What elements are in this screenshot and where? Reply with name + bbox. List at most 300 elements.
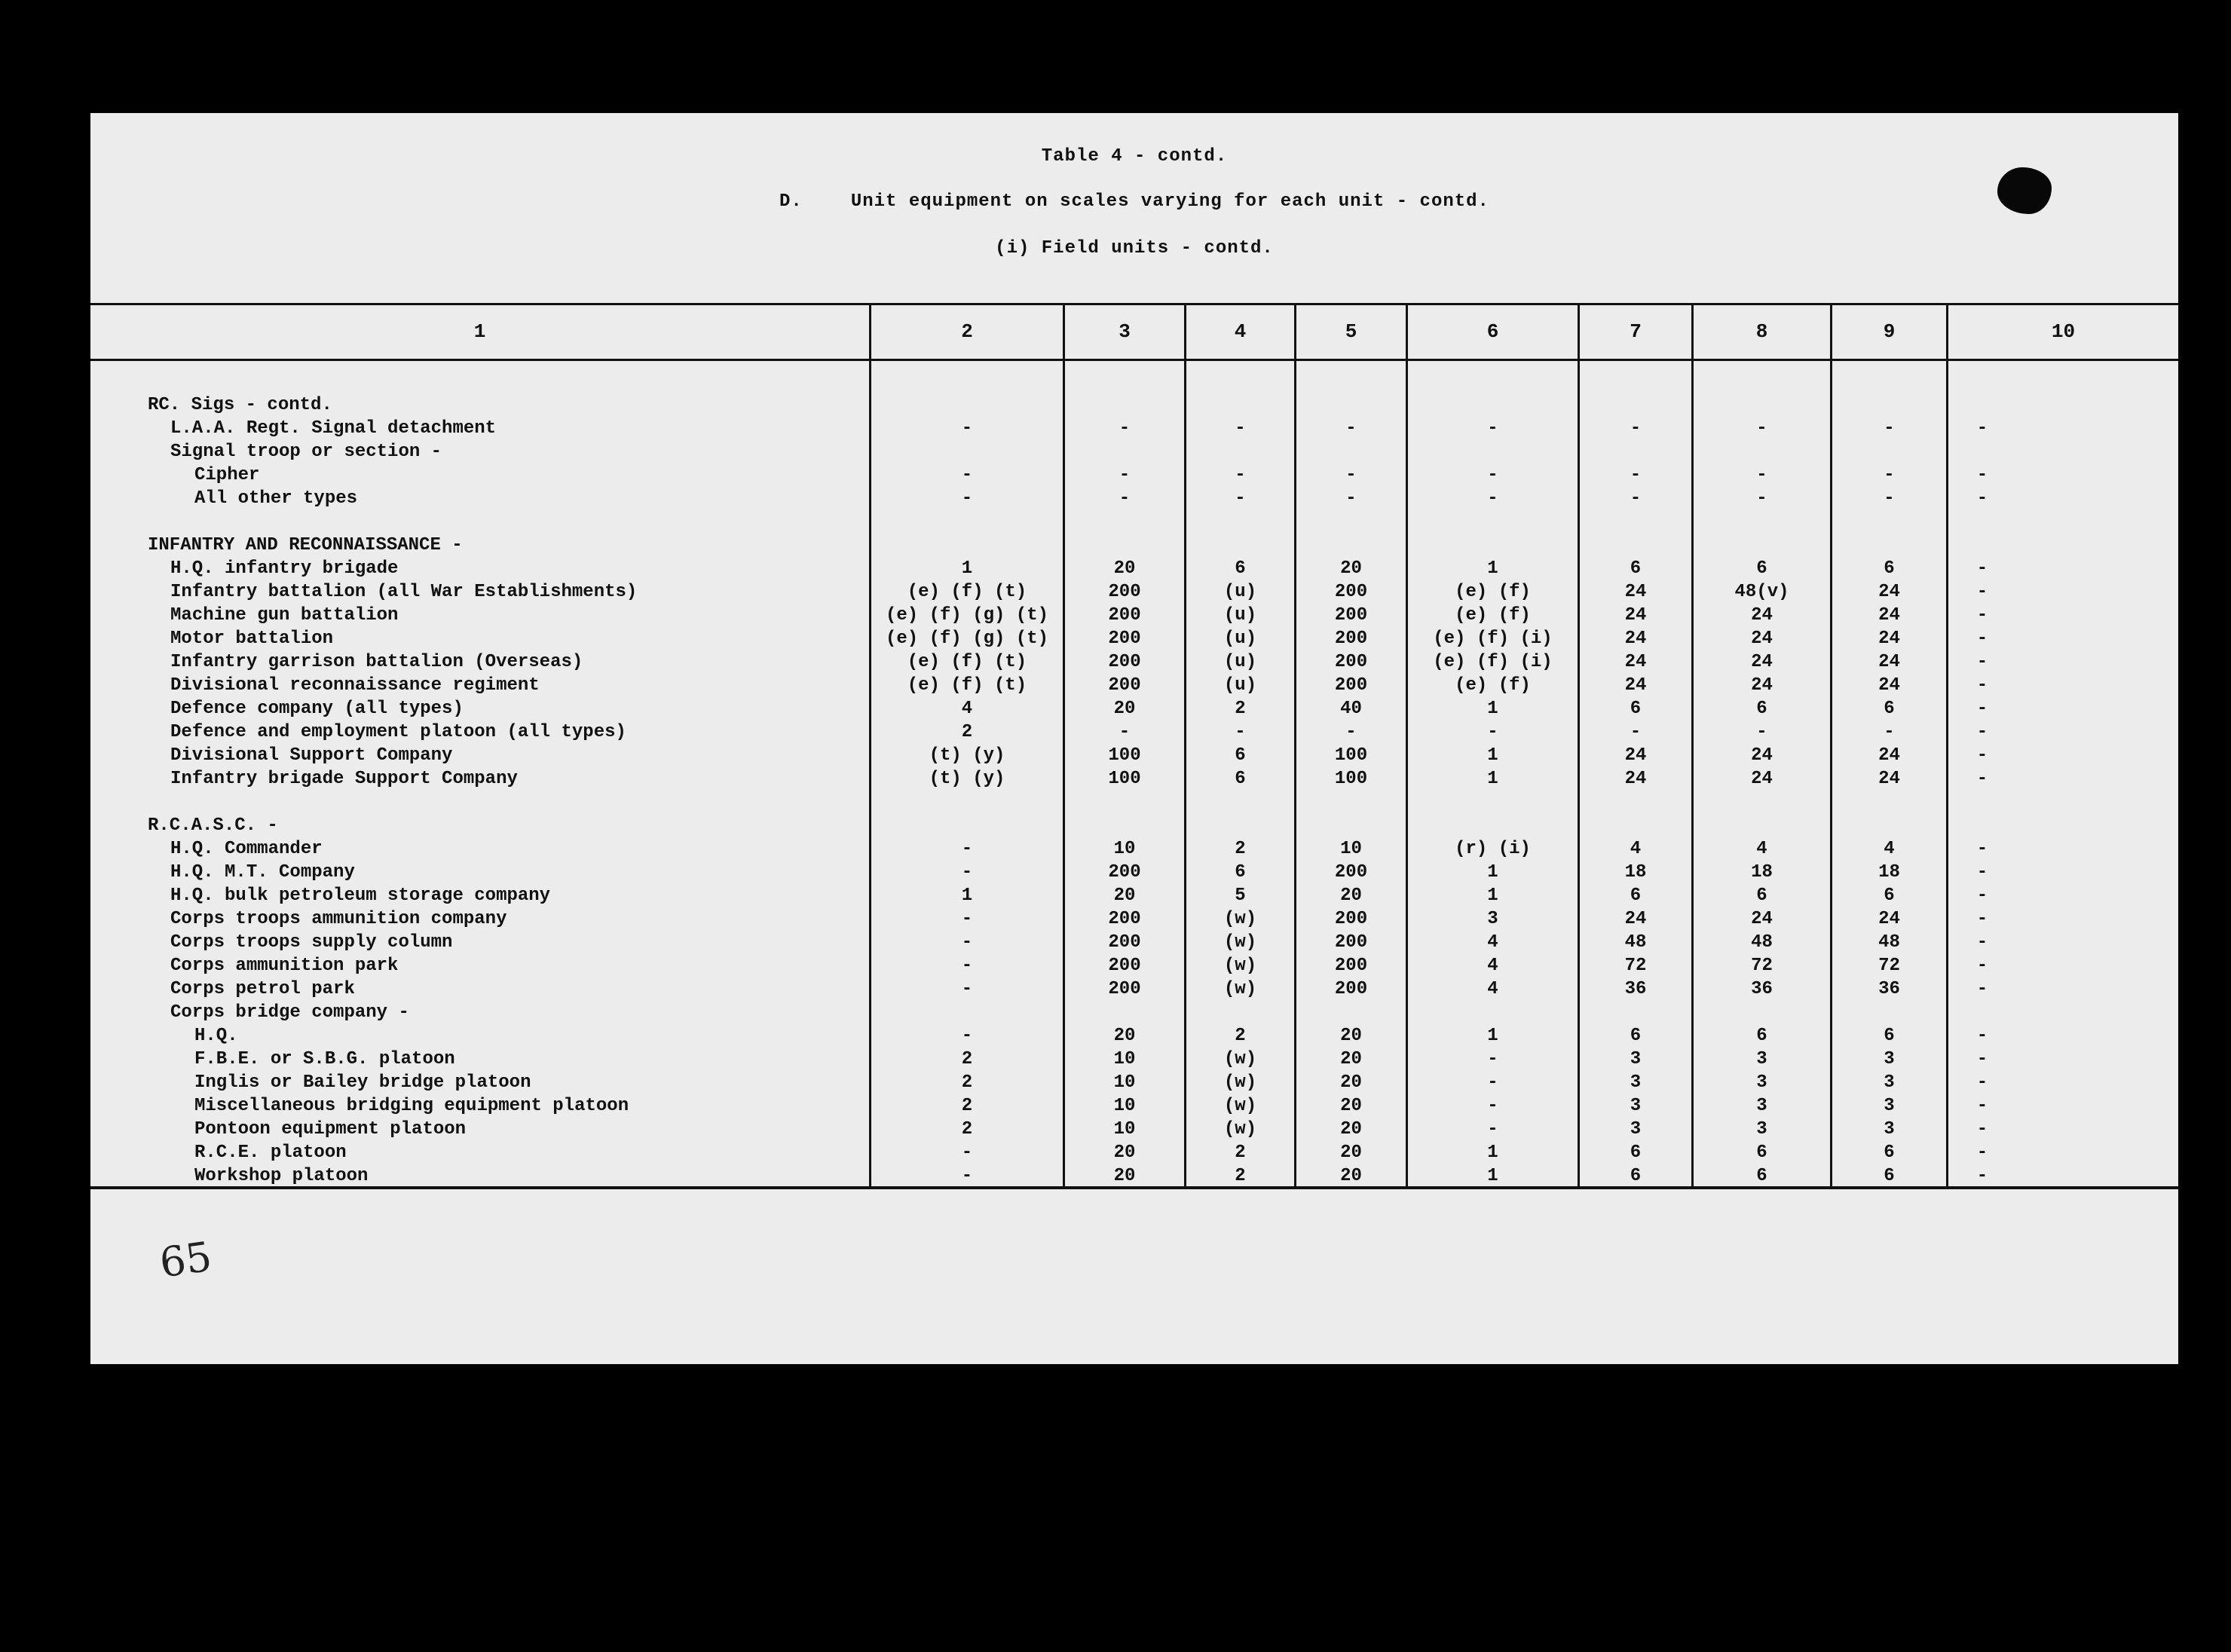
cell-col-9: 24 [1878, 605, 1900, 626]
cell-col-3: 200 [1108, 675, 1141, 696]
cell-col-9: 6 [1884, 699, 1895, 719]
section-heading [90, 814, 2178, 837]
row-label: Corps bridge company - [170, 1002, 409, 1023]
table-row [90, 557, 2178, 580]
cell-col-3: 20 [1113, 1143, 1136, 1163]
cell-col-7: 24 [1624, 675, 1647, 696]
cell-col-7: 36 [1624, 979, 1647, 999]
cell-col-9: 18 [1878, 862, 1900, 883]
cell-col-3: 100 [1108, 745, 1141, 766]
document-sheet [90, 113, 2178, 1364]
cell-col-3: 20 [1113, 1166, 1136, 1186]
row-label: Divisional reconnaissance regiment [170, 675, 540, 696]
table-row [90, 1094, 2178, 1118]
section-heading [90, 534, 2178, 557]
table-row [90, 884, 2178, 907]
cell-col-8: 24 [1751, 652, 1773, 672]
cell-col-10: - [1976, 1026, 1988, 1046]
cell-col-10: - [1976, 745, 1988, 766]
table-row [90, 417, 2178, 440]
cell-col-7: 6 [1630, 886, 1642, 906]
cell-col-7: 4 [1630, 839, 1642, 859]
table-row [90, 674, 2178, 697]
cell-col-7: - [1630, 488, 1642, 509]
table-row [90, 744, 2178, 767]
cell-col-9: 36 [1878, 979, 1900, 999]
cell-col-7: 72 [1624, 956, 1647, 976]
cell-col-7: 6 [1630, 1026, 1642, 1046]
table-subheading: (i) Field units - contd. [995, 238, 1274, 259]
cell-col-5: 20 [1340, 1143, 1362, 1163]
cell-col-7: 24 [1624, 652, 1647, 672]
row-label: H.Q. bulk petroleum storage company [170, 886, 551, 906]
table-row [90, 487, 2178, 510]
cell-col-4: (w) [1223, 1072, 1257, 1093]
top-rule [90, 303, 2178, 305]
cell-col-10: - [1976, 675, 1988, 696]
column-header-1: 1 [473, 320, 486, 343]
row-label: R.C.E. platoon [194, 1143, 347, 1163]
cell-col-4: 6 [1235, 745, 1246, 766]
cell-col-2: - [961, 909, 973, 929]
cell-col-8: 24 [1751, 605, 1773, 626]
cell-col-9: 3 [1884, 1096, 1895, 1116]
cell-col-3: - [1119, 418, 1131, 439]
cell-col-5: 20 [1340, 886, 1362, 906]
cell-col-6: 1 [1487, 769, 1498, 789]
row-label: Workshop platoon [194, 1166, 369, 1186]
cell-col-8: - [1756, 722, 1767, 742]
cell-col-2: 1 [961, 558, 973, 579]
cell-col-10: - [1976, 652, 1988, 672]
row-label: All other types [194, 488, 358, 509]
cell-col-9: 3 [1884, 1049, 1895, 1069]
row-label: H.Q. Commander [170, 839, 323, 859]
cell-col-5: 200 [1334, 675, 1368, 696]
cell-col-2: - [961, 1026, 973, 1046]
row-label: Cipher [194, 465, 260, 485]
row-label: Infantry battalion (all War Establishments) [170, 582, 638, 602]
cell-col-4: (u) [1223, 629, 1257, 649]
cell-col-10: - [1976, 582, 1988, 602]
row-label: H.Q. M.T. Company [170, 862, 355, 883]
table-row [90, 580, 2178, 604]
cell-col-4: - [1235, 722, 1246, 742]
cell-col-2: - [961, 839, 973, 859]
cell-col-8: 6 [1756, 886, 1767, 906]
section-heading [90, 393, 2178, 417]
cell-col-8: 3 [1756, 1049, 1767, 1069]
cell-col-9: 6 [1884, 1143, 1895, 1163]
cell-col-8: - [1756, 465, 1767, 485]
cell-col-9: 24 [1878, 582, 1900, 602]
table-row [90, 837, 2178, 861]
cell-col-4: - [1235, 488, 1246, 509]
column-header-4: 4 [1234, 320, 1247, 343]
cell-col-7: 24 [1624, 909, 1647, 929]
cell-col-9: 24 [1878, 769, 1900, 789]
cell-col-7: 24 [1624, 769, 1647, 789]
cell-col-3: 200 [1108, 932, 1141, 953]
cell-col-10: - [1976, 932, 1988, 953]
cell-col-8: 6 [1756, 699, 1767, 719]
cell-col-7: 3 [1630, 1119, 1642, 1140]
cell-col-5: - [1345, 488, 1357, 509]
cell-col-6: - [1487, 1119, 1498, 1140]
cell-col-7: 24 [1624, 582, 1647, 602]
table-row [90, 954, 2178, 977]
table-row [90, 697, 2178, 720]
table-row [90, 720, 2178, 744]
cell-col-6: 1 [1487, 745, 1498, 766]
cell-col-3: 10 [1113, 1072, 1136, 1093]
cell-col-3: 200 [1108, 652, 1141, 672]
cell-col-8: 3 [1756, 1096, 1767, 1116]
cell-col-2: (t) (y) [929, 769, 1005, 789]
row-label: Corps ammunition park [170, 956, 399, 976]
cell-col-4: - [1235, 418, 1246, 439]
cell-col-10: - [1976, 769, 1988, 789]
cell-col-9: - [1884, 418, 1895, 439]
cell-col-8: 48(v) [1734, 582, 1789, 602]
cell-col-6: - [1487, 465, 1498, 485]
cell-col-8: 18 [1751, 862, 1773, 883]
cell-col-8: 4 [1756, 839, 1767, 859]
table-row [90, 627, 2178, 650]
cell-col-10: - [1976, 1143, 1988, 1163]
cell-col-2: - [961, 932, 973, 953]
cell-col-4: 2 [1235, 839, 1246, 859]
cell-col-9: 6 [1884, 558, 1895, 579]
cell-col-10: - [1976, 839, 1988, 859]
cell-col-6: - [1487, 722, 1498, 742]
table-row [90, 1118, 2178, 1141]
table-row [90, 1141, 2178, 1164]
cell-col-7: - [1630, 418, 1642, 439]
cell-col-8: 3 [1756, 1119, 1767, 1140]
cell-col-6: 1 [1487, 699, 1498, 719]
cell-col-8: 36 [1751, 979, 1773, 999]
cell-col-5: - [1345, 465, 1357, 485]
cell-col-10: - [1976, 1072, 1988, 1093]
row-label: Signal troop or section - [170, 442, 442, 462]
cell-col-10: - [1976, 1119, 1988, 1140]
cell-col-5: 20 [1340, 1119, 1362, 1140]
cell-col-9: - [1884, 488, 1895, 509]
row-label: Corps troops supply column [170, 932, 453, 953]
cell-col-2: (t) (y) [929, 745, 1005, 766]
cell-col-3: 10 [1113, 839, 1136, 859]
cell-col-3: 200 [1108, 979, 1141, 999]
cell-col-4: (u) [1223, 652, 1257, 672]
cell-col-9: 3 [1884, 1119, 1895, 1140]
table-row [90, 604, 2178, 627]
cell-col-10: - [1976, 1166, 1988, 1186]
table-row [90, 1024, 2178, 1048]
table-row [90, 931, 2178, 954]
cell-col-5: - [1345, 722, 1357, 742]
cell-col-3: 200 [1108, 862, 1141, 883]
cell-col-4: - [1235, 465, 1246, 485]
cell-col-4: 6 [1235, 862, 1246, 883]
cell-col-7: 6 [1630, 558, 1642, 579]
cell-col-2: - [961, 862, 973, 883]
row-label: Defence and employment platoon (all types) [170, 722, 626, 742]
cell-col-7: - [1630, 722, 1642, 742]
section-heading-label: INFANTRY AND RECONNAISSANCE - [148, 535, 463, 555]
cell-col-3: 200 [1108, 629, 1141, 649]
cell-col-10: - [1976, 605, 1988, 626]
cell-col-3: 200 [1108, 582, 1141, 602]
cell-col-8: 24 [1751, 745, 1773, 766]
section-heading-label: R.C.A.S.C. - [148, 815, 278, 836]
column-header-8: 8 [1755, 320, 1768, 343]
cell-col-2: 2 [961, 1049, 973, 1069]
cell-col-9: 24 [1878, 909, 1900, 929]
cell-col-6: (e) (f) [1455, 605, 1531, 626]
cell-col-10: - [1976, 488, 1988, 509]
cell-col-2: - [961, 465, 973, 485]
cell-col-5: 200 [1334, 582, 1368, 602]
cell-col-2: - [961, 1143, 973, 1163]
cell-col-10: - [1976, 909, 1988, 929]
cell-col-3: 20 [1113, 1026, 1136, 1046]
cell-col-4: (u) [1223, 582, 1257, 602]
cell-col-5: 200 [1334, 956, 1368, 976]
row-label: Motor battalion [170, 629, 334, 649]
cell-col-7: 24 [1624, 605, 1647, 626]
cell-col-2: 2 [961, 1119, 973, 1140]
cell-col-4: (w) [1223, 1049, 1257, 1069]
cell-col-5: 20 [1340, 1096, 1362, 1116]
cell-col-6: - [1487, 1049, 1498, 1069]
cell-col-2: - [961, 488, 973, 509]
row-label: Inglis or Bailey bridge platoon [194, 1072, 531, 1093]
cell-col-4: (w) [1223, 979, 1257, 999]
cell-col-8: 24 [1751, 675, 1773, 696]
cell-col-8: 3 [1756, 1072, 1767, 1093]
cell-col-7: - [1630, 465, 1642, 485]
table-row [90, 861, 2178, 884]
row-label: Machine gun battalion [170, 605, 399, 626]
row-label: L.A.A. Regt. Signal detachment [170, 418, 497, 439]
cell-col-5: 200 [1334, 862, 1368, 883]
cell-col-5: 200 [1334, 605, 1368, 626]
row-label: Divisional Support Company [170, 745, 453, 766]
cell-col-3: 10 [1113, 1119, 1136, 1140]
cell-col-8: 72 [1751, 956, 1773, 976]
subtitle-text: Unit equipment on scales varying for each unit - contd. [850, 191, 1489, 212]
cell-col-6: 1 [1487, 558, 1498, 579]
cell-col-6: (e) (f) [1455, 582, 1531, 602]
row-label: Infantry brigade Support Company [170, 769, 518, 789]
cell-col-9: 24 [1878, 629, 1900, 649]
cell-col-10: - [1976, 699, 1988, 719]
cell-col-9: 6 [1884, 1166, 1895, 1186]
table-row [90, 1048, 2178, 1071]
table-row [90, 907, 2178, 931]
cell-col-2: - [961, 979, 973, 999]
cell-col-7: 24 [1624, 745, 1647, 766]
cell-col-5: 20 [1340, 558, 1362, 579]
cell-col-4: (w) [1223, 956, 1257, 976]
cell-col-8: 6 [1756, 558, 1767, 579]
column-header-3: 3 [1119, 320, 1131, 343]
cell-col-7: 6 [1630, 1143, 1642, 1163]
cell-col-4: (u) [1223, 605, 1257, 626]
cell-col-7: 6 [1630, 1166, 1642, 1186]
column-header-2: 2 [961, 320, 973, 343]
cell-col-9: 4 [1884, 839, 1895, 859]
row-label: Corps troops ammunition company [170, 909, 507, 929]
cell-col-5: 20 [1340, 1049, 1362, 1069]
cell-col-3: 200 [1108, 956, 1141, 976]
cell-col-7: 48 [1624, 932, 1647, 953]
column-header-7: 7 [1630, 320, 1642, 343]
cell-col-10: - [1976, 956, 1988, 976]
cell-col-2: 2 [961, 722, 973, 742]
cell-col-4: 5 [1235, 886, 1246, 906]
cell-col-7: 3 [1630, 1096, 1642, 1116]
table-row [90, 1164, 2178, 1188]
cell-col-10: - [1976, 886, 1988, 906]
cell-col-10: - [1976, 1096, 1988, 1116]
cell-col-2: 4 [961, 699, 973, 719]
table-row [90, 463, 2178, 487]
cell-col-3: 10 [1113, 1049, 1136, 1069]
cell-col-3: 20 [1113, 886, 1136, 906]
column-header-9: 9 [1883, 320, 1896, 343]
cell-col-2: (e) (f) (t) [907, 582, 1027, 602]
cell-col-4: 2 [1235, 1166, 1246, 1186]
cell-col-5: 200 [1334, 932, 1368, 953]
cell-col-10: - [1976, 979, 1988, 999]
cell-col-6: 3 [1487, 909, 1498, 929]
cell-col-2: - [961, 956, 973, 976]
cell-col-7: 3 [1630, 1072, 1642, 1093]
row-label: Corps petrol park [170, 979, 355, 999]
cell-col-4: (w) [1223, 1119, 1257, 1140]
cell-col-2: (e) (f) (g) (t) [885, 605, 1049, 626]
cell-col-5: 200 [1334, 652, 1368, 672]
cell-col-4: 2 [1235, 1026, 1246, 1046]
cell-col-3: 100 [1108, 769, 1141, 789]
row-label: Miscellaneous bridging equipment platoon [194, 1096, 629, 1116]
cell-col-4: (w) [1223, 932, 1257, 953]
cell-col-3: 20 [1113, 699, 1136, 719]
cell-col-3: - [1119, 722, 1131, 742]
cell-col-10: - [1976, 722, 1988, 742]
cell-col-6: 4 [1487, 956, 1498, 976]
cell-col-5: 200 [1334, 629, 1368, 649]
header-rule [90, 359, 2178, 361]
table-row [90, 767, 2178, 791]
cell-col-6: - [1487, 488, 1498, 509]
cell-col-2: - [961, 1166, 973, 1186]
cell-col-6: 1 [1487, 1143, 1498, 1163]
cell-col-5: 20 [1340, 1026, 1362, 1046]
cell-col-2: 1 [961, 886, 973, 906]
cell-col-3: - [1119, 465, 1131, 485]
cell-col-2: (e) (f) (g) (t) [885, 629, 1049, 649]
table-row [90, 977, 2178, 1001]
ink-blot [1997, 167, 2052, 214]
cell-col-5: - [1345, 418, 1357, 439]
cell-col-6: 1 [1487, 1166, 1498, 1186]
cell-col-7: 3 [1630, 1049, 1642, 1069]
cell-col-9: - [1884, 722, 1895, 742]
cell-col-8: 24 [1751, 769, 1773, 789]
cell-col-6: 1 [1487, 862, 1498, 883]
handwritten-page-number: 65 [156, 1232, 215, 1287]
cell-col-5: 40 [1340, 699, 1362, 719]
cell-col-8: 6 [1756, 1143, 1767, 1163]
cell-col-5: 200 [1334, 979, 1368, 999]
cell-col-5: 10 [1340, 839, 1362, 859]
cell-col-4: (u) [1223, 675, 1257, 696]
cell-col-9: 24 [1878, 675, 1900, 696]
cell-col-6: - [1487, 1072, 1498, 1093]
cell-col-2: - [961, 418, 973, 439]
cell-col-5: 100 [1334, 745, 1368, 766]
cell-col-9: 24 [1878, 745, 1900, 766]
cell-col-9: 3 [1884, 1072, 1895, 1093]
cell-col-8: - [1756, 418, 1767, 439]
cell-col-9: 6 [1884, 1026, 1895, 1046]
cell-col-3: 20 [1113, 558, 1136, 579]
table-title: Table 4 - contd. [1041, 146, 1228, 167]
cell-col-6: 4 [1487, 979, 1498, 999]
cell-col-8: 48 [1751, 932, 1773, 953]
column-header-10: 10 [2051, 320, 2076, 343]
cell-col-7: 24 [1624, 629, 1647, 649]
cell-col-8: 24 [1751, 909, 1773, 929]
cell-col-2: 2 [961, 1072, 973, 1093]
cell-col-10: - [1976, 558, 1988, 579]
cell-col-4: 6 [1235, 558, 1246, 579]
cell-col-3: 200 [1108, 909, 1141, 929]
section-heading-label: RC. Sigs - contd. [148, 395, 332, 415]
cell-col-8: 6 [1756, 1166, 1767, 1186]
cell-col-8: 6 [1756, 1026, 1767, 1046]
cell-col-2: (e) (f) (t) [907, 675, 1027, 696]
cell-col-5: 200 [1334, 909, 1368, 929]
section-letter: D. [779, 191, 803, 212]
cell-col-4: 2 [1235, 699, 1246, 719]
cell-col-6: (e) (f) [1455, 675, 1531, 696]
table-row [90, 1071, 2178, 1094]
cell-col-5: 100 [1334, 769, 1368, 789]
row-label: Infantry garrison battalion (Overseas) [170, 652, 583, 672]
cell-col-10: - [1976, 629, 1988, 649]
cell-col-10: - [1976, 1049, 1988, 1069]
cell-col-6: 4 [1487, 932, 1498, 953]
cell-col-4: 2 [1235, 1143, 1246, 1163]
cell-col-6: (e) (f) (i) [1433, 629, 1553, 649]
table-row [90, 650, 2178, 674]
cell-col-6: - [1487, 1096, 1498, 1116]
table-row [90, 440, 2178, 463]
cell-col-3: 10 [1113, 1096, 1136, 1116]
cell-col-7: 18 [1624, 862, 1647, 883]
cell-col-8: - [1756, 488, 1767, 509]
cell-col-6: 1 [1487, 886, 1498, 906]
cell-col-6: 1 [1487, 1026, 1498, 1046]
row-label: Pontoon equipment platoon [194, 1119, 467, 1140]
cell-col-5: 20 [1340, 1166, 1362, 1186]
cell-col-5: 20 [1340, 1072, 1362, 1093]
cell-col-9: 24 [1878, 652, 1900, 672]
